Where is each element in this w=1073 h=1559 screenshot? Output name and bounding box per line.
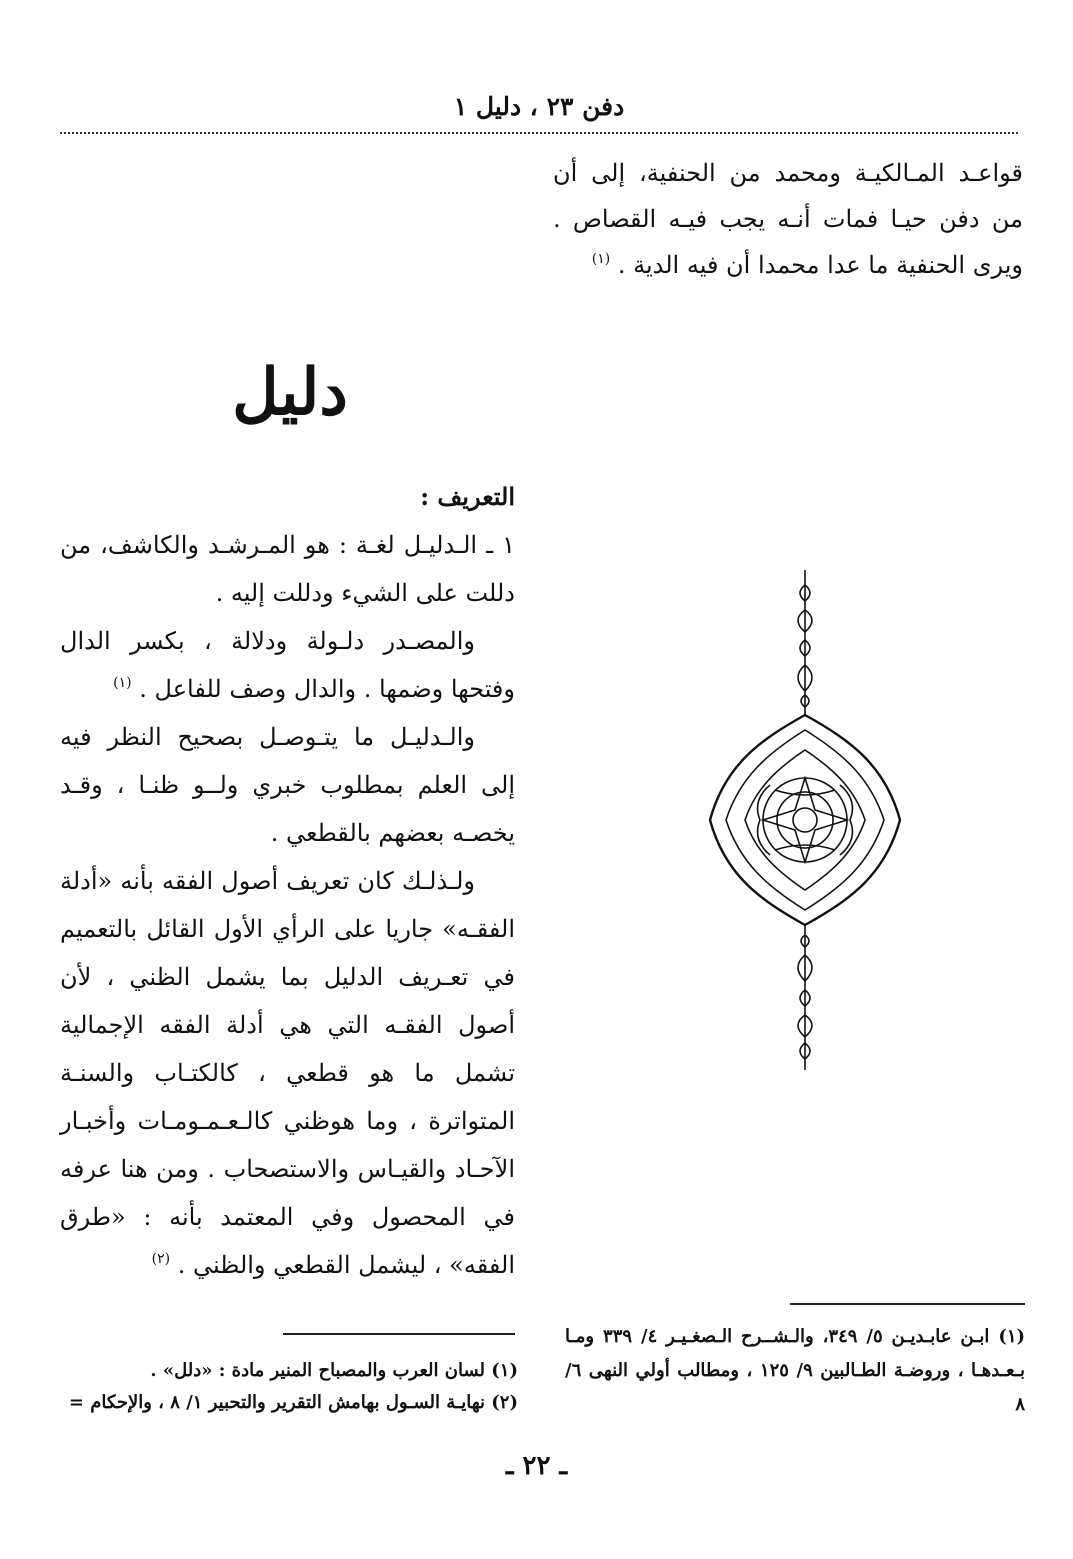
footnote-left-2: (٢) نهايـة السـول بهامش التقرير والتحبير ١/ ٨ ، والإحكام = (68, 1392, 518, 1413)
continued-paragraph (553, 150, 1023, 288)
footnote-ref: (٢) (151, 1251, 171, 1267)
paragraph-2 (60, 617, 515, 713)
definition-section (60, 473, 515, 1289)
footnotes-right (565, 1320, 1025, 1422)
footnote-right-1: (١) ابـن عابـديـن ٥/ ٣٤٩، والـشــرح الـصغـيـر ٤/ ٣٣٩ ومـا بـعـدهـا ، وروضـة الطـالبين ٩/ ١٢٥ ، ومطالب أولي النهى ٦/ ٨ (565, 1326, 1026, 1415)
continued-paragraph-text (553, 150, 1023, 288)
section-heading: التعريف : (420, 482, 515, 511)
paragraph-1: ١ ـ الـدليـل لغـة : هو المـرشـد والكاشف، من دللت على الشيء ودللت إليه . (60, 531, 515, 607)
footnote-divider-left (283, 1333, 515, 1335)
running-header (60, 88, 1018, 134)
footnote-ref: (١) (113, 675, 132, 691)
footnote-ref: (١) (591, 251, 611, 267)
page-number: ـ ٢٢ ـ (505, 1451, 568, 1481)
paragraph-4 (60, 857, 515, 1289)
header-title: دفن ٢٣ ، دليل ١ (453, 92, 625, 121)
continued-text: قواعـد المـالكيـة ومحمد من الحنفية، إلى أن من دفن حيـا فمات أنـه يجب فيـه القصاص . ويرى الحنفية ما عدا محمدا أن فيه الدية . (553, 159, 1023, 279)
footnote-divider-right (790, 1303, 1025, 1305)
paragraph-2-text: والمصـدر دلـولة ودلالة ، بكسر الدال وفتحها وضمها . والدال وصف للفاعل . (60, 627, 515, 703)
entry-title: دليل (232, 355, 348, 430)
paragraph-3: والـدليـل ما يتـوصـل بصحيح النظر فيه إلى العلم بمطلوب خبري ولــو ظنـا ، وقـد يخصـه بعضهم بالقطعي . (60, 723, 515, 847)
footnotes-left (58, 1355, 518, 1419)
footnote-left-1: (١) لسان العرب والمصباح المنير مادة : «دلل» . (150, 1360, 518, 1381)
paragraph-4-text: ولـذلـك كان تعريف أصول الفقه بأنه «أدلة الفقـه» جاريا على الرأي الأول القائل بالتعميم في تعـريف الدليل بما يشمل الظني ، لأن أصول الفقـه التي هي أدلة الفقه الإجمالية تشمل ما هو قطعي ، كالكتـاب والسنـة المتواترة ، وما هوظني كالـعـمـومـات وأخبـار الآحـاد والقيـاس والاستصحاب . ومن هنا عرفه في المحصول وفي المعتمد بأنه : «طرق الفقه» ، ليشمل القطعي والظني . (60, 867, 515, 1279)
ornament-icon (700, 565, 910, 1075)
